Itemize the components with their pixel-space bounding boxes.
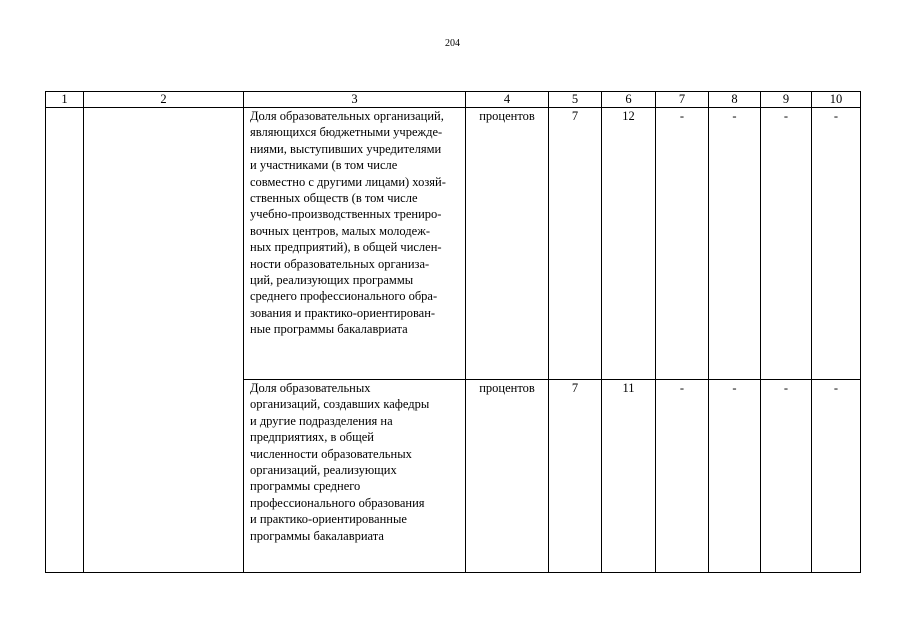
description-line: программы бакалавриата [250,528,384,543]
description-line: профессионального образования [250,495,425,510]
description-line: предприятиях, в общей [250,430,374,445]
description-line: совместно с другими лицами) хозяй- [250,174,446,189]
description-line: Доля образовательных организаций, [250,109,444,123]
value-cell-col7: - [656,108,709,380]
value-cell-col9: - [761,108,812,380]
value-cell-col7: - [656,380,709,573]
value-cell-col9: - [761,380,812,573]
unit-cell: процентов [466,108,549,380]
description-line: ниями, выступивших учредителями [250,141,442,156]
description-line: среднего профессионального обра- [250,289,438,304]
description-line: ных предприятий), в общей числен- [250,240,442,255]
unit-cell: процентов [466,380,549,573]
description-line: организаций, создавших кафедры [250,397,430,412]
description-line: программы среднего [250,479,361,494]
description-line: организаций, реализующих [250,463,397,478]
header-cell-5: 5 [549,92,602,108]
data-table [45,91,861,573]
description-line: являющихся бюджетными учрежде- [250,125,443,140]
header-cell-1: 1 [46,92,84,108]
header-cell-2: 2 [84,92,244,108]
description-line: ные программы бакалавриата [250,322,408,337]
table-row [46,108,861,380]
indicator-description [244,108,466,380]
description-line: зования и практико-ориентирован- [250,305,436,320]
table-header-row [46,92,861,108]
description-line: ности образовательных организа- [250,256,430,271]
header-cell-7: 7 [656,92,709,108]
cell-col1-merged [46,108,84,573]
header-cell-8: 8 [709,92,761,108]
value-cell-col10: - [812,108,861,380]
value-cell-col5: 7 [549,380,602,573]
description-line: вочных центров, малых молодеж- [250,223,431,238]
description-line: численности образовательных [250,446,412,461]
value-cell-col6: 11 [602,380,656,573]
header-cell-9: 9 [761,92,812,108]
description-line: учебно-производственных трениро- [250,207,442,222]
indicator-description [244,380,466,573]
value-cell-col8: - [709,380,761,573]
description-line: ственных обществ (в том числе [250,191,418,206]
header-cell-4: 4 [466,92,549,108]
description-line: и практико-ориентированные [250,512,407,527]
value-cell-col10: - [812,380,861,573]
description-line: ций, реализующих программы [250,273,414,288]
header-cell-6: 6 [602,92,656,108]
description-line: и участниками (в том числе [250,158,398,173]
header-cell-10: 10 [812,92,861,108]
value-cell-col8: - [709,108,761,380]
value-cell-col5: 7 [549,108,602,380]
header-cell-3: 3 [244,92,466,108]
value-cell-col6: 12 [602,108,656,380]
description-line: Доля образовательных [250,381,371,395]
cell-col2-merged [84,108,244,573]
page-number: 204 [445,38,460,49]
description-line: и другие подразделения на [250,413,393,428]
